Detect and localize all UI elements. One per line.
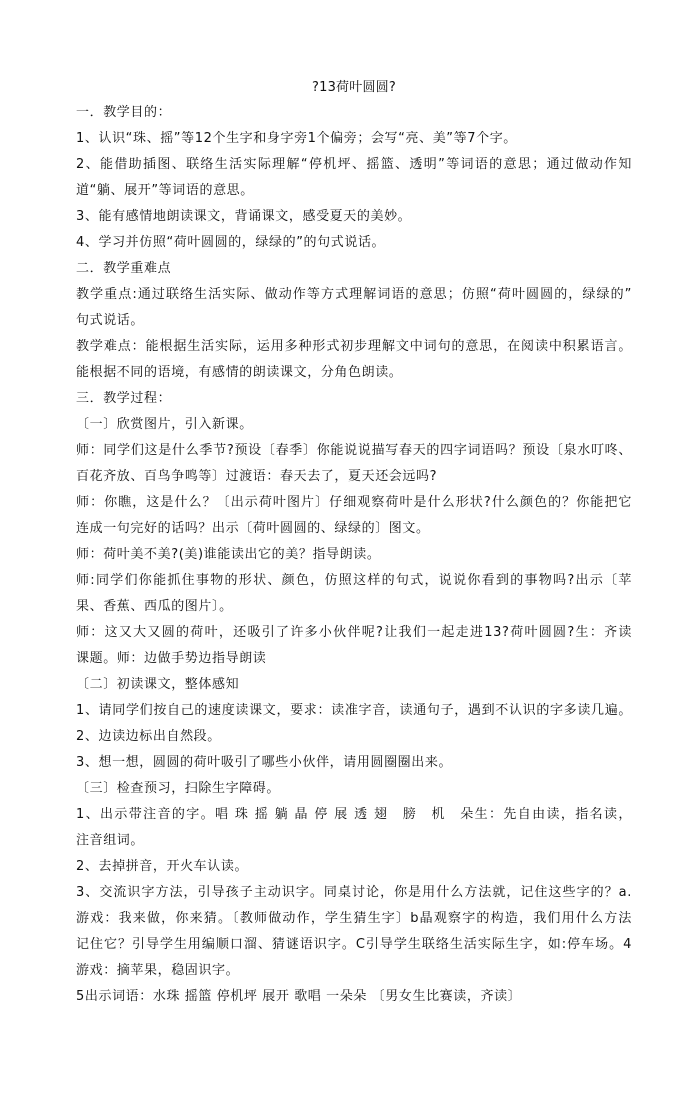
section-heading-process: 三．教学过程： [76,391,172,406]
objective-3: 3、能有感情地朗读课文，背诵课文，感受夏天的美妙。 [76,209,412,224]
section-heading-key-points: 二．教学重难点 [76,261,172,276]
preview-step-5: 5出示词语：水珠 摇篮 停机坪 展开 歌唱 一朵朵 〔男女生比赛读，齐读〕 [76,989,522,1004]
process-paragraph-2-line-1: 师：你瞧，这是什么？〔出示荷叶图片〕仔细观察荷叶是什么形状?什么颜色的？你能把它 [76,495,632,510]
objective-4: 4、学习并仿照“荷叶圆圆的，绿绿的”的句式说话。 [76,235,386,250]
process-paragraph-4-line-2: 果、香蕉、西瓜的图片〕。 [76,599,233,614]
key-point-line-1: 教学重点:通过联络生活实际、做动作等方式理解词语的意思；仿照“荷叶圆圆的，绿绿的” [76,287,632,302]
preview-step-3-line-4: 游戏：摘苹果，稳固识字。 [76,963,240,978]
preview-step-3-line-3: 记住它？引导学生用编顺口溜、猜谜语识字。C引导学生联络生活实际生字，如:停车场。4 [76,937,632,952]
reading-step-1: 1、请同学们按自己的速度读课文，要求：读准字音，读通句子，遇到不认识的字多读几遍。 [76,703,632,718]
subsection-heading-1: 〔一〕欣赏图片，引入新课。 [76,417,253,432]
preview-step-1-line-2: 注音组词。 [76,833,145,848]
preview-step-1-line-1: 1、出示带注音的字。唱 珠 摇 躺 晶 停 展 透 翅 膀 机 朵生：先自由读，指名读， [76,807,632,822]
process-paragraph-1-line-2: 百花齐放、百鸟争鸣等〕过渡语：春天去了，夏天还会远吗? [76,469,438,484]
process-paragraph-3: 师：荷叶美不美?(美)谁能读出它的美？指导朗读。 [76,547,381,562]
objective-2-line-1: 2、能借助插图、联络生活实际理解“停机坪、摇篮、透明”等词语的意思；通过做动作知 [76,157,632,172]
preview-step-3-line-1: 3、交流识字方法，引导孩子主动识字。同桌讨论，你是用什么方法就，记住这些字的？a. [76,885,632,900]
section-heading-objectives: 一．教学目的： [76,105,172,120]
process-paragraph-2-line-2: 连成一句完好的话吗？出示〔荷叶圆圆的、绿绿的〕图文。 [76,521,430,536]
preview-step-3-line-2: 游戏：我来做，你来猜。〔教师做动作，学生猜生字〕b晶观察字的构造，我们用什么方法 [76,911,632,926]
document-title: ?13荷叶圆圆? [312,80,396,95]
objective-1: 1、认识“珠、摇”等12个生字和身字旁1个偏旁；会写“亮、美”等7个字。 [76,131,517,146]
reading-step-2: 2、边读边标出自然段。 [76,729,221,744]
objective-2-line-2: 道“躺、展开”等词语的意思。 [76,183,254,198]
key-point-line-2: 句式说话。 [76,313,145,328]
subsection-heading-2: 〔二〕初读课文，整体感知 [76,677,240,692]
document-body [76,78,632,1010]
process-paragraph-5-line-2: 课题。师：边做手势边指导朗读 [76,651,267,666]
difficulty-line-2: 能根据不同的语境，有感情的朗读课文，分角色朗读。 [76,365,403,380]
process-paragraph-5-line-1: 师：这又大又圆的荷叶，还吸引了许多小伙伴呢?让我们一起走进13?荷叶圆圆?生：齐读 [76,625,632,640]
process-paragraph-4-line-1: 师:同学们你能抓住事物的形状、颜色，仿照这样的句式，说说你看到的事物吗?出示〔苹 [76,573,632,588]
reading-step-3: 3、想一想，圆圆的荷叶吸引了哪些小伙伴，请用圆圈圈出来。 [76,755,453,770]
difficulty-line-1: 教学难点：能根据生活实际，运用多种形式初步理解文中词句的意思，在阅读中积累语言。 [76,339,632,354]
subsection-heading-3: 〔三〕检查预习，扫除生字障碍。 [76,781,281,796]
process-paragraph-1-line-1: 师：同学们这是什么季节?预设〔春季〕你能说说描写春天的四字词语吗？预设〔泉水叮咚、 [76,443,632,458]
preview-step-2: 2、去掉拼音，开火车认读。 [76,859,249,874]
